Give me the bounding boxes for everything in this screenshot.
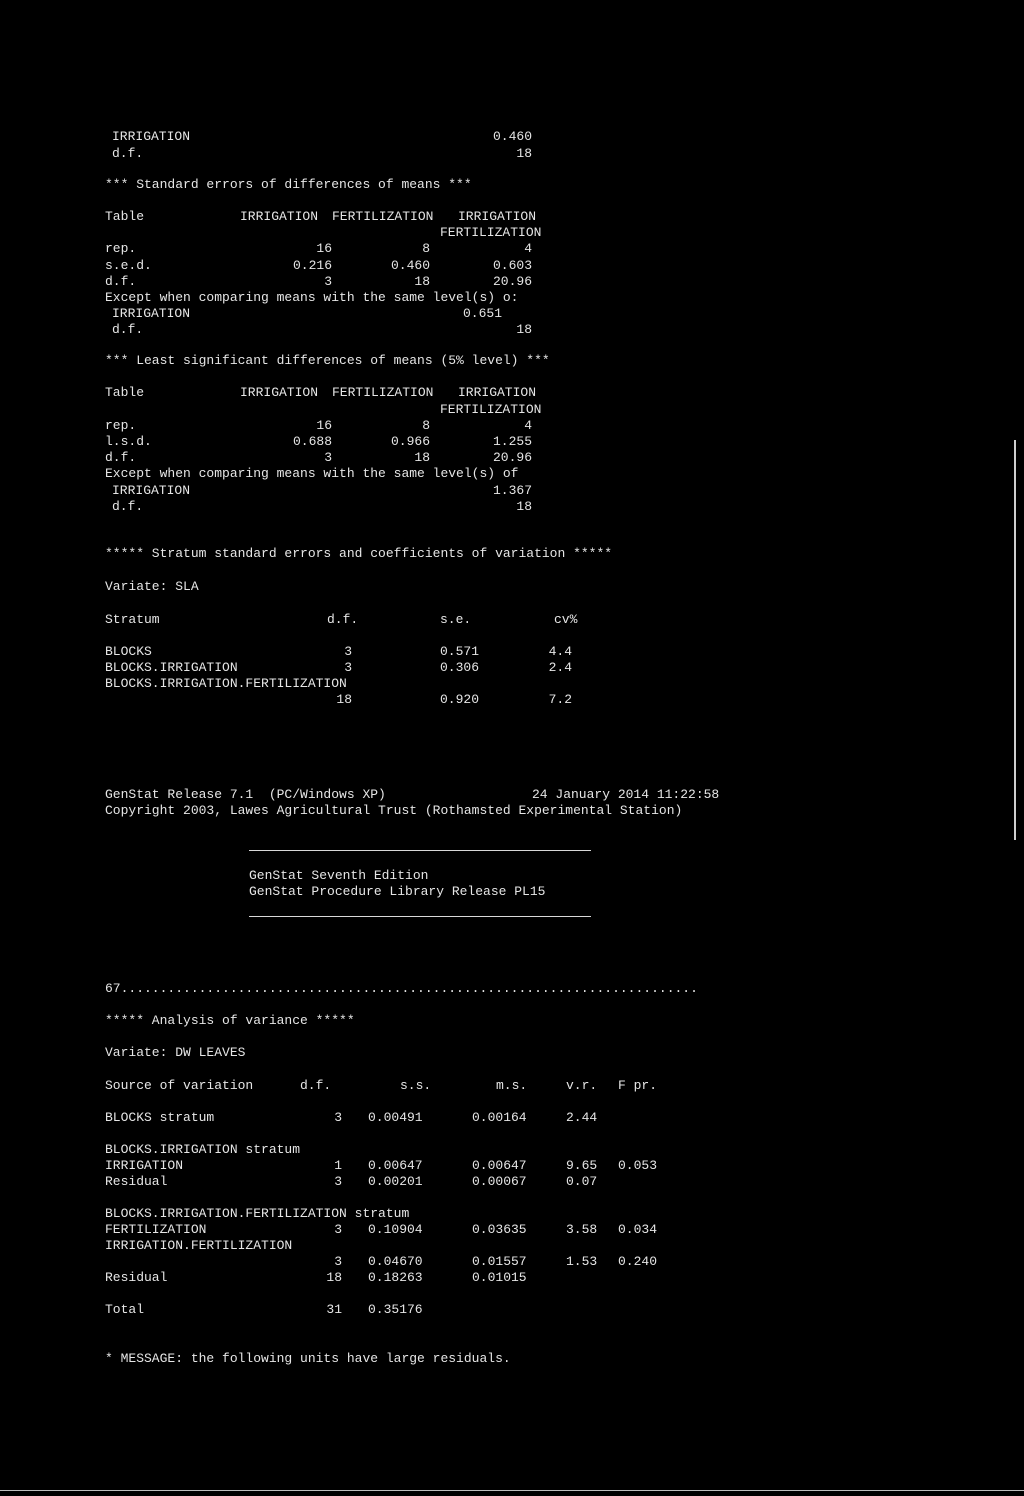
- lsd-except-text: Except when comparing means with the same level(s) of: [105, 466, 519, 481]
- anova-row-ms: 0.03635: [472, 1222, 527, 1237]
- anova-stratum-heading: BLOCKS.IRRIGATION.FERTILIZATION stratum: [105, 1206, 410, 1221]
- stratum-row-se: 0.920: [440, 692, 480, 707]
- sed-except-text: Except when comparing means with the same level(s) o:: [105, 290, 519, 305]
- release-line-1: GenStat Release 7.1 (PC/Windows XP): [105, 787, 386, 802]
- anova-row-fpr: 0.034: [618, 1222, 658, 1237]
- sed-rep-v2: 8: [422, 241, 430, 256]
- lsd-df-v3: 20.96: [492, 450, 532, 465]
- anova-row-df: 18: [326, 1270, 342, 1285]
- sed-heading: *** Standard errors of differences of means ***: [105, 177, 472, 192]
- anova-row-vr: 0.07: [566, 1174, 598, 1189]
- sed-sed-v1: 0.216: [292, 258, 332, 273]
- anova-row-source: Residual: [105, 1174, 168, 1189]
- lsd-heading: *** Least significant differences of means (5% level) ***: [105, 353, 550, 368]
- stratum-row-cv: 4.4: [548, 644, 572, 659]
- anova-row-ss: 0.00201: [368, 1174, 423, 1189]
- top-irrigation-value: 0.460: [492, 129, 532, 144]
- lsd-rep-v3: 4: [524, 418, 532, 433]
- anova-row-df: 3: [334, 1110, 342, 1125]
- anova-row-source: BLOCKS stratum: [105, 1110, 215, 1125]
- anova-row-vr: 1.53: [566, 1254, 598, 1269]
- anova-header-ms: m.s.: [496, 1078, 528, 1093]
- lsd-col1-header: IRRIGATION: [240, 385, 319, 400]
- anova-header-fpr: F pr.: [618, 1078, 658, 1093]
- anova-row-ms: 0.00164: [472, 1110, 527, 1125]
- sed-df-v1: 3: [324, 274, 332, 289]
- anova-total-ss: 0.35176: [368, 1302, 423, 1317]
- top-df-value: 18: [516, 146, 532, 161]
- library-line: GenStat Procedure Library Release PL15: [249, 884, 546, 899]
- lsd-table-label: Table: [105, 385, 145, 400]
- anova-row-vr: 2.44: [566, 1110, 598, 1125]
- anova-row-ss: 0.18263: [368, 1270, 423, 1285]
- anova-row-df: 3: [334, 1254, 342, 1269]
- sed-sed-v3: 0.603: [492, 258, 532, 273]
- sed-col3-header-2: FERTILIZATION: [440, 225, 542, 240]
- stratum-row-cv: 2.4: [548, 660, 572, 675]
- anova-row-df: 3: [334, 1222, 342, 1237]
- anova-row-ms: 0.01015: [472, 1270, 527, 1285]
- anova-row-ss: 0.10904: [368, 1222, 423, 1237]
- anova-stratum-heading: BLOCKS.IRRIGATION stratum: [105, 1142, 301, 1157]
- lsd-except-df-label: d.f.: [112, 499, 144, 514]
- message-line: * MESSAGE: the following units have large residuals.: [105, 1351, 511, 1366]
- sed-except-value: 0.651: [462, 306, 502, 321]
- sed-df-v2: 18: [414, 274, 430, 289]
- anova-row-df: 3: [334, 1174, 342, 1189]
- anova-row-vr: 3.58: [566, 1222, 598, 1237]
- copyright-line: Copyright 2003, Lawes Agricultural Trust (Rothamsted Experimental Station): [105, 803, 683, 818]
- anova-row-ms: 0.00647: [472, 1158, 527, 1173]
- lsd-lsd-v2: 0.966: [390, 434, 430, 449]
- lsd-except-label: IRRIGATION: [112, 483, 191, 498]
- sed-rep-v1: 16: [316, 241, 332, 256]
- stratum-header-se: s.e.: [440, 612, 472, 627]
- stratum-row-df: 3: [344, 660, 352, 675]
- top-irrigation-label: IRRIGATION: [112, 129, 191, 144]
- anova-row-source: FERTILIZATION: [105, 1222, 207, 1237]
- lsd-rep-v1: 16: [316, 418, 332, 433]
- lsd-col3-header-2: FERTILIZATION: [440, 402, 542, 417]
- lsd-df-v2: 18: [414, 450, 430, 465]
- sed-sed-v2: 0.460: [390, 258, 430, 273]
- stratum-header-cv: cv%: [554, 612, 578, 627]
- stratum-row-name: BLOCKS.IRRIGATION: [105, 660, 238, 675]
- sed-except-df-label: d.f.: [112, 322, 144, 337]
- anova-header-ss: s.s.: [400, 1078, 432, 1093]
- anova-heading: ***** Analysis of variance *****: [105, 1013, 355, 1028]
- bottom-edge-scan-line: [0, 1490, 1024, 1491]
- lsd-df-v1: 3: [324, 450, 332, 465]
- anova-header-vr: v.r.: [566, 1078, 598, 1093]
- banner-divider-top: [249, 850, 591, 851]
- lsd-rep-v2: 8: [422, 418, 430, 433]
- sed-except-df-value: 18: [516, 322, 532, 337]
- anova-row-ss: 0.00491: [368, 1110, 423, 1125]
- stratum-row-se: 0.306: [440, 660, 480, 675]
- anova-row-ss: 0.00647: [368, 1158, 423, 1173]
- stratum-row-se: 0.571: [440, 644, 480, 659]
- sed-col3-header: IRRIGATION: [458, 209, 537, 224]
- anova-row-fpr: 0.053: [618, 1158, 658, 1173]
- lsd-col3-header: IRRIGATION: [458, 385, 537, 400]
- stratum-row-df: 18: [336, 692, 352, 707]
- sed-df-label: d.f.: [105, 274, 137, 289]
- sed-col1-header: IRRIGATION: [240, 209, 319, 224]
- lsd-except-value: 1.367: [492, 483, 532, 498]
- sed-table-label: Table: [105, 209, 145, 224]
- lsd-except-df-value: 18: [516, 499, 532, 514]
- stratum-row-cv: 7.2: [548, 692, 572, 707]
- lsd-lsd-v3: 1.255: [492, 434, 532, 449]
- anova-row-source: Residual: [105, 1270, 168, 1285]
- lsd-lsd-label: l.s.d.: [105, 434, 152, 449]
- lsd-lsd-v1: 0.688: [292, 434, 332, 449]
- stratum-variate: Variate: SLA: [105, 579, 199, 594]
- anova-total-df: 31: [326, 1302, 342, 1317]
- anova-row-ms: 0.01557: [472, 1254, 527, 1269]
- sed-sed-label: s.e.d.: [105, 258, 152, 273]
- release-timestamp: 24 January 2014 11:22:58: [532, 787, 720, 802]
- anova-row-source: IRRIGATION: [105, 1158, 184, 1173]
- lsd-df-label: d.f.: [105, 450, 137, 465]
- sed-rep-v3: 4: [524, 241, 532, 256]
- lsd-rep-label: rep.: [105, 418, 137, 433]
- anova-total-source: Total: [105, 1302, 145, 1317]
- edition-line: GenStat Seventh Edition: [249, 868, 429, 883]
- top-df-label: d.f.: [112, 146, 144, 161]
- stratum-header-stratum: Stratum: [105, 612, 160, 627]
- command-prompt-line: 67..........................................................................: [105, 981, 698, 996]
- anova-row-vr: 9.65: [566, 1158, 598, 1173]
- sed-rep-label: rep.: [105, 241, 137, 256]
- stratum-heading: ***** Stratum standard errors and coefficients of variation *****: [105, 546, 613, 561]
- stratum-header-df: d.f.: [327, 612, 359, 627]
- anova-row-fpr: 0.240: [618, 1254, 658, 1269]
- anova-row-ms: 0.00067: [472, 1174, 527, 1189]
- sed-except-label: IRRIGATION: [112, 306, 191, 321]
- anova-row-df: 1: [334, 1158, 342, 1173]
- sed-df-v3: 20.96: [492, 274, 532, 289]
- anova-header-source: Source of variation: [105, 1078, 254, 1093]
- banner-divider-bottom: [249, 916, 591, 917]
- stratum-row-name: BLOCKS.IRRIGATION.FERTILIZATION: [105, 676, 347, 691]
- sed-col2-header: FERTILIZATION: [332, 209, 434, 224]
- stratum-row-df: 3: [344, 644, 352, 659]
- lsd-col2-header: FERTILIZATION: [332, 385, 434, 400]
- anova-header-df: d.f.: [300, 1078, 332, 1093]
- anova-row-ss: 0.04670: [368, 1254, 423, 1269]
- stratum-row-name: BLOCKS: [105, 644, 152, 659]
- anova-row-source: IRRIGATION.FERTILIZATION: [105, 1238, 293, 1253]
- right-edge-scan-line: [1014, 440, 1016, 840]
- anova-variate: Variate: DW LEAVES: [105, 1045, 246, 1060]
